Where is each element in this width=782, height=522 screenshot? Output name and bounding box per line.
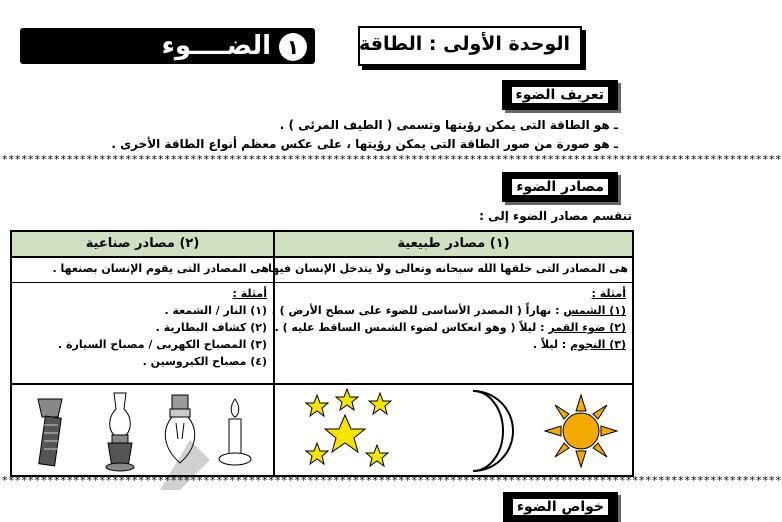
kerosene-lamp-icon [100,389,140,473]
natural-sources-column [260,232,632,475]
natural-example-1: (١) الشمس : نهاراً ( المصدر الأساسى للضوء على سطح الأرض ) . [271,304,626,317]
sources-tag-label: مصادر الضوء [512,179,608,195]
natural-examples-label: أمثلة : [591,287,626,300]
candle-icon [217,397,253,469]
natural-example-2: (٢) ضوء القمر : ليلاً ( وهو انعكاس لضوء الشمس الساقط عليه ) . [274,321,626,334]
lesson-title: الضــــوء [161,31,271,61]
artificial-examples [12,283,273,385]
lesson-number: ١ [279,33,307,61]
artificial-example-1: (١) النار / الشمعة . [164,304,267,317]
artificial-pictures [12,385,273,477]
lesson-title-banner [20,28,315,64]
divider-2: ************************************************************************************************************************ [2,474,782,487]
definition-tag [502,80,618,110]
sources-tag [502,172,618,202]
sources-intro: تنقسم مصادر الضوء إلى : [479,209,632,223]
unit-title: الوحدة الأولى : الطاقة [359,33,570,55]
definition-tag-label: تعريف الضوء [512,87,608,103]
sun-icon [543,393,619,469]
natural-sources-header: (١) مصادر طبيعية [275,232,632,258]
artificial-examples-label: أمثلة : [232,287,267,300]
artificial-example-2: (٢) كشاف البطارية . [155,321,267,334]
natural-pictures [275,385,632,477]
lesson-header [20,26,620,66]
artificial-example-3: (٣) المصباح الكهربى / مصباح السيارة . [57,338,267,351]
unit-title-box [358,26,582,66]
divider: ************************************************************************************************************************ [2,153,782,166]
flashlight-icon [32,395,72,471]
sources-table [10,230,634,477]
properties-tag [503,492,618,522]
artificial-sources-column [12,232,273,475]
watermark [150,430,220,500]
natural-example-3: (٣) النجوم : ليلاً . [533,338,626,351]
natural-examples [271,283,632,385]
artificial-sources-header: (٢) مصادر صناعية [12,232,273,258]
artificial-sources-definition: هى المصادر التى يقوم الإنسان بصنعها . [12,258,273,283]
definition-line-2: ـ هو صورة من صور الطاقة التى يمكن رؤيتها ، على عكس معظم أنواع الطاقة الأخرى . [111,137,618,151]
properties-tag-label: خواص الضوء [513,499,608,515]
moon-icon [443,389,503,473]
definition-line-1: ـ هو الطاقة التى يمكن رؤيتها وتسمى ( الطيف المرئى ) . [279,118,618,132]
natural-sources-definition: هى المصادر التى خلقها الله سبحانه وتعالى ولا يتدخل الإنسان فيها . [275,258,632,283]
artificial-example-4: (٤) مصباح الكيروسين . [142,355,267,368]
stars-icon [305,387,405,473]
